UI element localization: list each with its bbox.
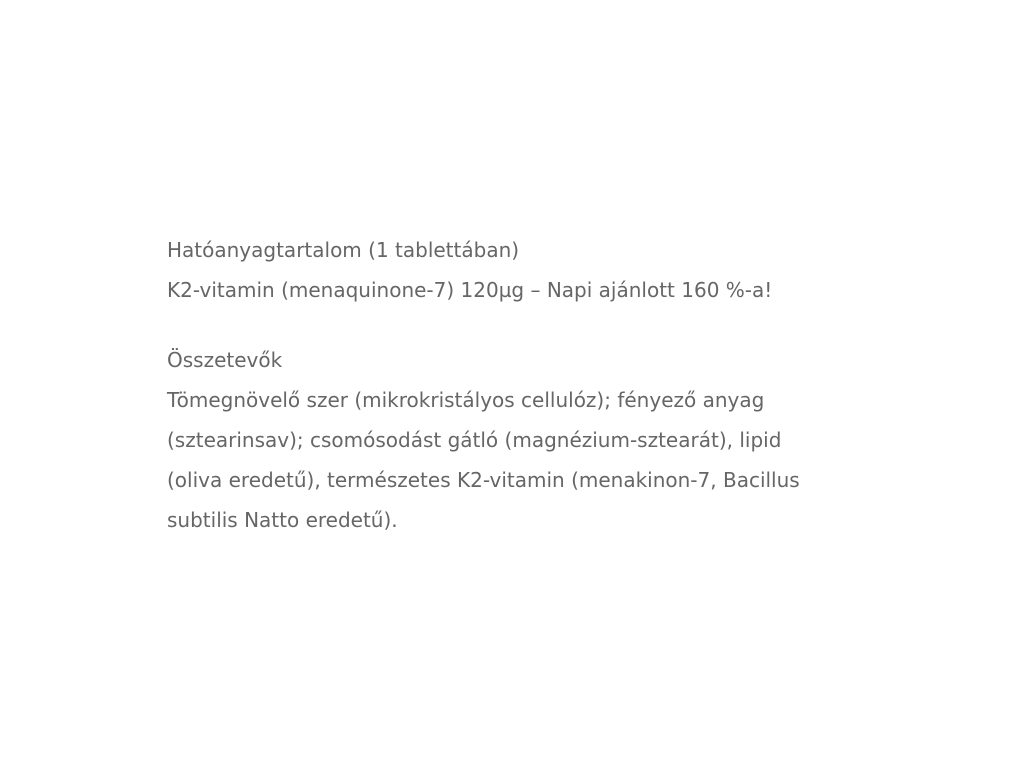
ingredients-heading: Összetevők [167,348,283,372]
ingredients-section [167,340,887,540]
active-ingredients-section [167,230,887,310]
section-spacer [167,310,887,340]
ingredients-line: (sztearinsav); csomósodást gátló (magnézium-sztearát), lipid [167,428,782,452]
vitamin-k2-dosage: K2-vitamin (menaquinone-7) 120µg – Napi ajánlott 160 %-a! [167,278,773,302]
ingredients-line: (oliva eredetű), természetes K2-vitamin (menakinon-7, Bacillus [167,468,800,492]
ingredients-line: Tömegnövelő szer (mikrokristályos cellulóz); fényező anyag [167,388,765,412]
active-ingredients-heading: Hatóanyagtartalom (1 tablettában) [167,238,520,262]
ingredients-line: subtilis Natto eredetű). [167,508,398,532]
product-description [167,230,887,540]
